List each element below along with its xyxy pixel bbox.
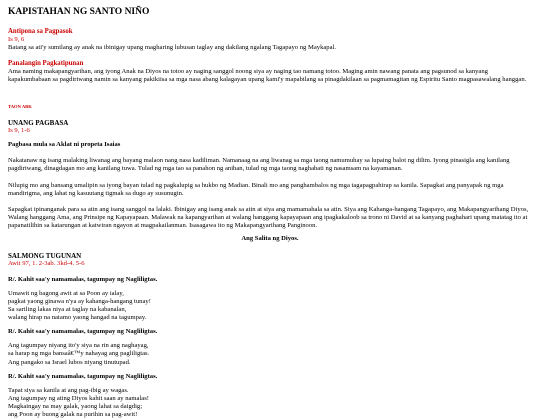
psalm-stanza <box>8 342 532 366</box>
responsorial-psalm-section <box>8 252 532 419</box>
reading-paragraph: Sapagkat ipinanganak para sa atin ang isang sanggol na lalaki. Ibinigay ang isang anak sa atin at siya ang mamamahala sa atin. Siya ang Kahanga-hangang Tagapayo, ang Makapangyarihang Diyos, Walang hanggang Ama, ang Prinsipe ng Kapayapaan. Malawak na kapangyarihan at walang hanggang kapayapaan ang ipagkakaloob sa trono ni David at sa kanyang paghahari upang matatag ito at papanatilihin sa katarungan at katwiran ngayon at magpakailanman. Isasagawa ito ng Makapangyarihang Panginoon. <box>8 205 529 229</box>
antiphon-reference: Is 9, 6 <box>8 35 25 43</box>
entrance-antiphon-section <box>8 28 532 52</box>
psalm-heading: SALMONG TUGUNAN <box>8 251 82 260</box>
first-reading-reference: Is 9, 1-6 <box>8 127 30 135</box>
stanza-line: Ang tagumpay ng ating Diyos kahit saan ay namalas! <box>8 394 149 402</box>
stanza-line: Ang tagumpay niyang ito'y siya na rin ang naghayag, <box>8 342 149 350</box>
opening-prayer-heading: Panalangin Pagkatipunan <box>8 59 84 67</box>
stanza-line: pagkat yaong ginawa n'ya ay kahanga-hangang tunay! <box>8 298 151 306</box>
stanza-line: Tapat siya sa kanila at ang pag-ibig ay wagas. <box>8 386 129 394</box>
psalm-reference: Awit 97, 1. 2-3ab. 3kd-4. 5-6 <box>8 260 85 268</box>
stanza-line: ang Poon ay buong galak na purihin sa pag-awit! <box>8 410 138 418</box>
psalm-response: R/. Kahit saa'y namamalas, tagumpay ng Nagliligtas. <box>8 372 158 380</box>
psalm-stanza <box>8 387 532 419</box>
antiphon-heading: Antipona sa Pagpasok <box>8 27 73 35</box>
antiphon-text: Batang sa ati'y sumilang ay anak na ibinigay upang magharing lubusan taglay ang dakilang ngalang Tagapayo ng Maykapal. <box>8 43 337 51</box>
opening-prayer-section <box>8 60 532 84</box>
psalm-response: R/. Kahit saa'y namamalas, tagumpay ng Nagliligtas. <box>8 328 158 336</box>
year-label: TAON ABK <box>8 104 32 110</box>
reading-paragraph: Nakatanaw ng isang malaking liwanag ang bayang malaon nang nasa kadiliman. Namanaag na ang liwanag sa mga taong namumuhay sa lupaing balot ng dilim. Iyong pinasigla ang kanilang pagdiriwang, dinagdagan mo ang kanilang tuwa. Tulad ng mga tao sa panahon ng anihan, tulad ng mga taong naghahati ng nasamsam na kayamanan. <box>8 157 510 173</box>
stanza-line: walang hirap na natamo yaong hangad na tagumpay. <box>8 314 147 322</box>
reading-paragraph: Nilupig mo ang bansang umalipin sa iyong bayan tulad ng pagkalupig sa hukbo ng Madian. Binali mo ang panghambalos ng mga tagapagpahirap sa kanila. Sapagkat ang panyapak ng mga mandirigma, ang lahat ng kasuutang tigmak sa dugo ay susunugin. <box>8 181 504 197</box>
reading-closing: Ang Salita ng Diyos. <box>241 234 299 242</box>
stanza-line: Sa sariling lakas niya at taglay na kabanalan, <box>8 306 127 314</box>
stanza-line: Umawit ng bagong awit at sa Poon ay ialay, <box>8 290 124 298</box>
stanza-line: sa harap ng mga bansaâ€™y nahayag ang pagliligtas. <box>8 350 150 358</box>
psalm-stanza <box>8 290 532 322</box>
page-title: KAPISTAHAN NG SANTO NIÑO <box>8 7 150 17</box>
opening-prayer-text: Ama naming makapangyarihan, ang iyong Anak na Diyos na totoo ay naging sanggol noong siya ay naging tao namang totoo. Maging amin nawang panata ang pagsunod sa kanyang kapakumbabaan sa pagdiriwang namin sa kanyang pakikiisa sa mga nasa abang kalagayan upang kami'y mapabilang sa pinagdakilaan sa pagmamagitan ng Espiritu Santo magpasawalang hanggan. <box>8 68 527 84</box>
stanza-line: Magkaingay na may galak, yaong lahat sa daigdig; <box>8 402 143 410</box>
first-reading-source: Pagbasa mula sa Aklat ni propeta Isaias <box>8 141 121 149</box>
first-reading-heading: UNANG PAGBASA <box>8 118 69 127</box>
psalm-response: R/. Kahit saa'y namamalas, tagumpay ng Nagliligtas. <box>8 276 158 284</box>
first-reading-section <box>8 119 532 243</box>
stanza-line: Ang pangako sa Israel lubos niyang tinutupad. <box>8 358 131 366</box>
